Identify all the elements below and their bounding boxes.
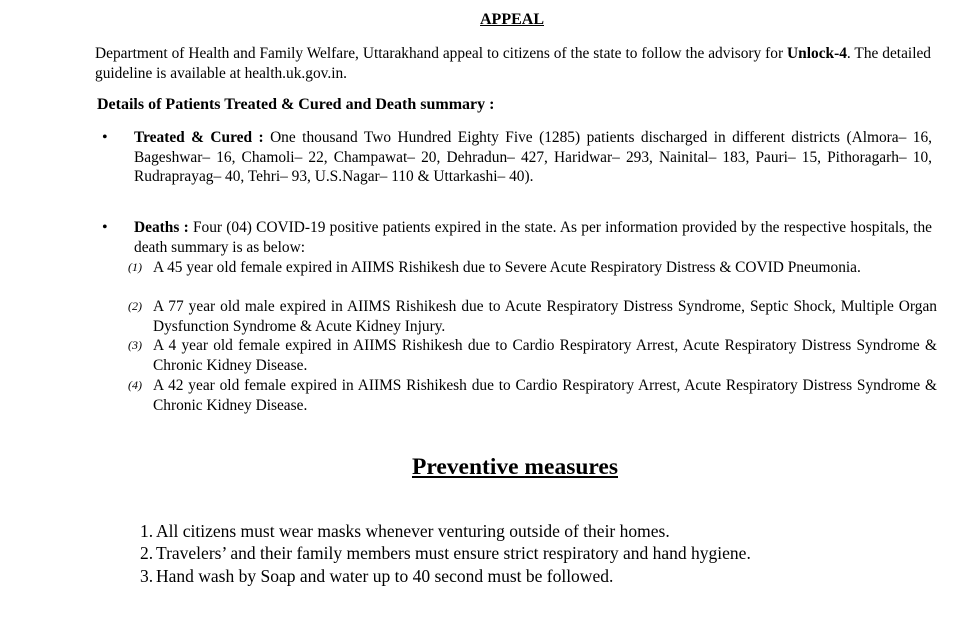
deaths-text: Four (04) COVID-19 positive patients expired in the state. As per information provided by the respective hospitals, the death summary is as below: — [134, 219, 933, 256]
measure-number: 1. — [140, 521, 154, 541]
measure-text: Travelers’ and their family members must ensure strict respiratory and hand hygiene. — [156, 543, 751, 563]
death-item-number: (1) — [128, 260, 142, 274]
death-item-number: (4) — [128, 378, 142, 392]
measure-number: 2. — [140, 543, 154, 563]
measure-number: 3. — [140, 566, 154, 586]
death-item-number: (2) — [128, 299, 142, 313]
treated-cured-label: Treated & Cured : — [134, 129, 264, 146]
appeal-unlock-label: Unlock-4 — [787, 45, 847, 62]
deaths-paragraph — [134, 218, 932, 257]
death-item: A 45 year old female expired in AIIMS Rishikesh due to Severe Acute Respiratory Distress & COVID Pneumonia. — [153, 259, 861, 276]
appeal-text-start: Department of Health and Family Welfare, Uttarakhand appeal to citizens of the state to follow the advisory for — [95, 45, 788, 62]
treated-cured-text: One thousand Two Hundred Eighty Five (1285) patients discharged in different districts (Almora– 16, Bageshwar– 16, Chamoli– 22, Champawat– 20, Dehradun– 427, Haridwar– 293, Nainital– 183, Pauri– 15, Pithoragarh– 10, Rudraprayag– 40, Tehri– 93, U.S.Nagar– 110 & Uttarkashi– 40). — [134, 129, 932, 185]
death-item: A 42 year old female expired in AIIMS Rishikesh due to Cardio Respiratory Arrest, Acute Respiratory Distress Syndrome & Chronic Kidney Disease. — [153, 377, 937, 414]
bullet-icon: • — [102, 129, 108, 146]
appeal-text-end: . The detailed guideline is available at health.uk.gov.in. — [95, 45, 931, 82]
deaths-label: Deaths : — [134, 219, 189, 236]
measure-text: Hand wash by Soap and water up to 40 second must be followed. — [156, 566, 614, 586]
measure-item — [140, 565, 613, 587]
measure-text: All citizens must wear masks whenever venturing outside of their homes. — [156, 521, 670, 541]
preventive-measures-heading: Preventive measures — [411, 454, 618, 480]
measure-item — [140, 520, 670, 542]
death-item-number: (3) — [128, 338, 142, 352]
measure-item — [140, 542, 751, 564]
death-item: A 77 year old male expired in AIIMS Rishikesh due to Acute Respiratory Distress Syndrome, Septic Shock, Multiple Organ Dysfunction Syndrome & Acute Kidney Injury. — [153, 298, 937, 335]
details-heading: Details of Patients Treated & Cured and Death summary : — [97, 96, 495, 113]
bullet-icon: • — [102, 219, 108, 236]
death-item: A 4 year old female expired in AIIMS Rishikesh due to Cardio Respiratory Arrest, Acute Respiratory Distress Syndrome & Chronic Kidney Disease. — [153, 337, 937, 374]
appeal-paragraph — [95, 44, 931, 83]
treated-cured-paragraph — [134, 128, 932, 187]
appeal-title: APPEAL — [480, 11, 544, 28]
